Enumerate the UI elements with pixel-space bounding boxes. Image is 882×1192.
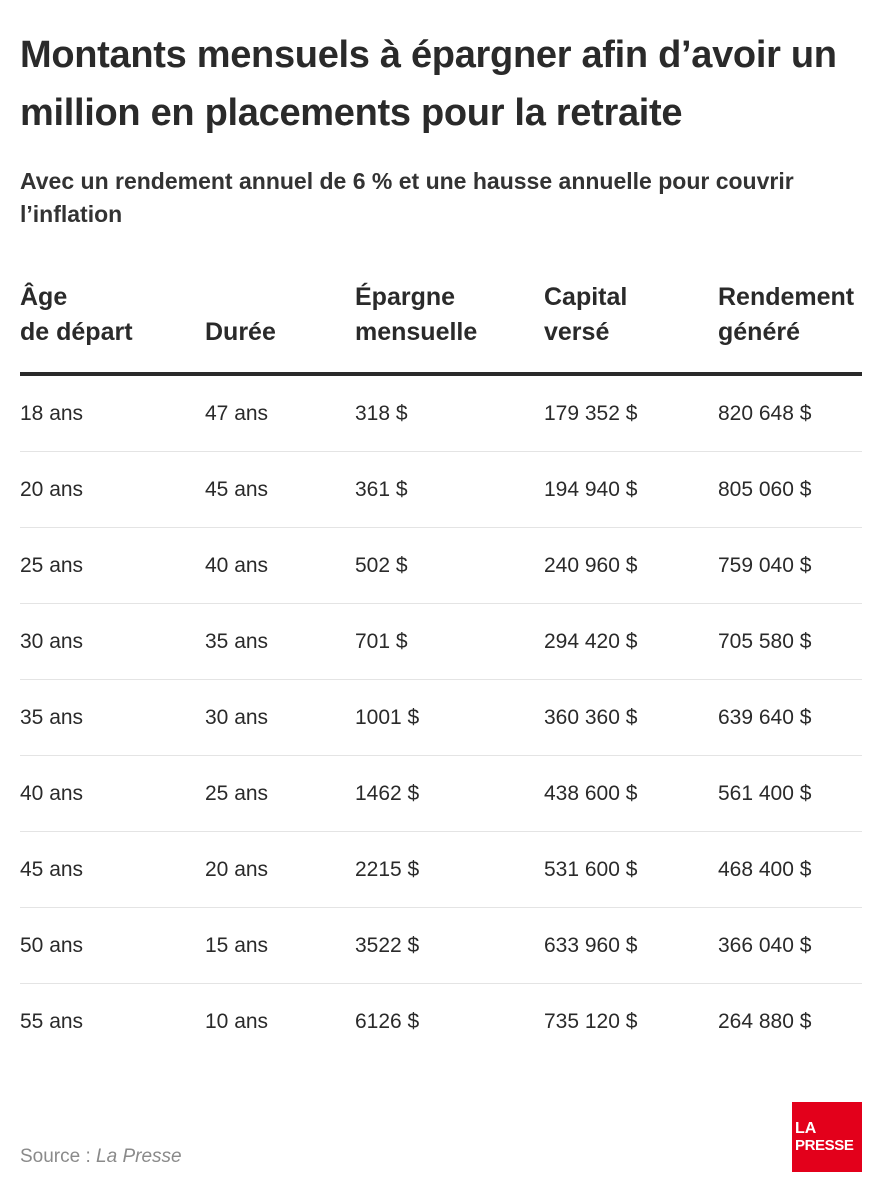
table-cell: 194 940 $ [544,452,718,528]
column-header [718,280,862,374]
table-cell: 735 120 $ [544,1009,638,1033]
table-cell: 47 ans [205,374,355,452]
table-cell: 30 ans [205,680,355,756]
table-cell: 294 420 $ [544,604,718,680]
column-header-line: Âge [20,283,68,311]
table-cell: 179 352 $ [544,374,718,452]
chart-subtitle: Avec un rendement annuel de 6 % et une hausse annuelle pour couvrir l’inflation [20,168,794,227]
table-cell: 30 ans [20,604,205,680]
column-header [355,280,544,374]
table-row [20,374,862,452]
table-cell: 1001 $ [355,680,544,756]
column-header-line: Capital [544,283,628,311]
data-table [20,280,862,1059]
table-cell: 45 ans [205,452,355,528]
column-header-line: Épargne [355,283,456,311]
table-cell: 35 ans [20,680,205,756]
table-cell: 701 $ [355,604,544,680]
column-header [544,280,718,374]
table-cell: 705 580 $ [718,604,862,680]
table-row [20,604,862,680]
table-cell: 759 040 $ [718,528,862,604]
la-presse-logo [792,1102,862,1172]
table-cell: 40 ans [20,756,205,832]
table-cell: 25 ans [205,756,355,832]
table-cell: 438 600 $ [544,756,718,832]
table-cell: 15 ans [205,908,355,984]
table-cell: 639 640 $ [718,680,862,756]
table-cell: 361 $ [355,452,544,528]
table-cell: 240 960 $ [544,528,718,604]
column-header-line: mensuelle [355,318,478,346]
table-cell: 633 960 $ [544,908,718,984]
column-header-line: Rendement [718,283,855,311]
table-cell: 468 400 $ [718,832,862,908]
table-row [20,452,862,528]
table-cell: 40 ans [205,528,355,604]
logo-line-1: LA [795,1120,817,1137]
table-cell: 1462 $ [355,756,544,832]
column-header-line: de départ [20,318,133,346]
table-cell: 805 060 $ [718,452,862,528]
table-cell: 55 ans [20,1009,84,1033]
table-cell: 366 040 $ [718,908,862,984]
table-body [20,374,862,1059]
table-cell: 318 $ [355,374,544,452]
source-name: La Presse [96,1146,182,1167]
table-cell: 6126 $ [355,1009,420,1033]
source-label: Source : [20,1146,97,1167]
column-header [20,280,205,374]
table-cell: 10 ans [205,1009,269,1033]
table-cell: 50 ans [20,908,205,984]
table-cell: 20 ans [20,452,205,528]
column-header-line: généré [718,318,800,346]
column-header [205,280,355,374]
chart-title: Montants mensuels à épargner afin d’avoir un million en placements pour la retraite [20,34,837,134]
table-header-row [20,280,862,374]
table-cell: 45 ans [20,832,205,908]
column-header-line: Durée [205,318,276,346]
table-cell: 264 880 $ [718,1009,812,1033]
table-cell: 820 648 $ [718,374,862,452]
table-cell: 3522 $ [355,908,544,984]
table-cell: 20 ans [205,832,355,908]
table-cell: 2215 $ [355,832,544,908]
table-cell: 35 ans [205,604,355,680]
table-cell: 502 $ [355,528,544,604]
source-note [20,1146,182,1168]
table-row [20,756,862,832]
table-cell: 561 400 $ [718,756,862,832]
table-row [20,680,862,756]
logo-line-2: PRESSE [795,1137,854,1154]
table-cell: 360 360 $ [544,680,718,756]
table-row [20,528,862,604]
table-cell: 531 600 $ [544,832,718,908]
table-cell: 18 ans [20,374,205,452]
column-header-line: versé [544,318,610,346]
table-row [20,908,862,984]
table-cell: 25 ans [20,528,205,604]
table-row [20,984,862,1060]
table-row [20,832,862,908]
